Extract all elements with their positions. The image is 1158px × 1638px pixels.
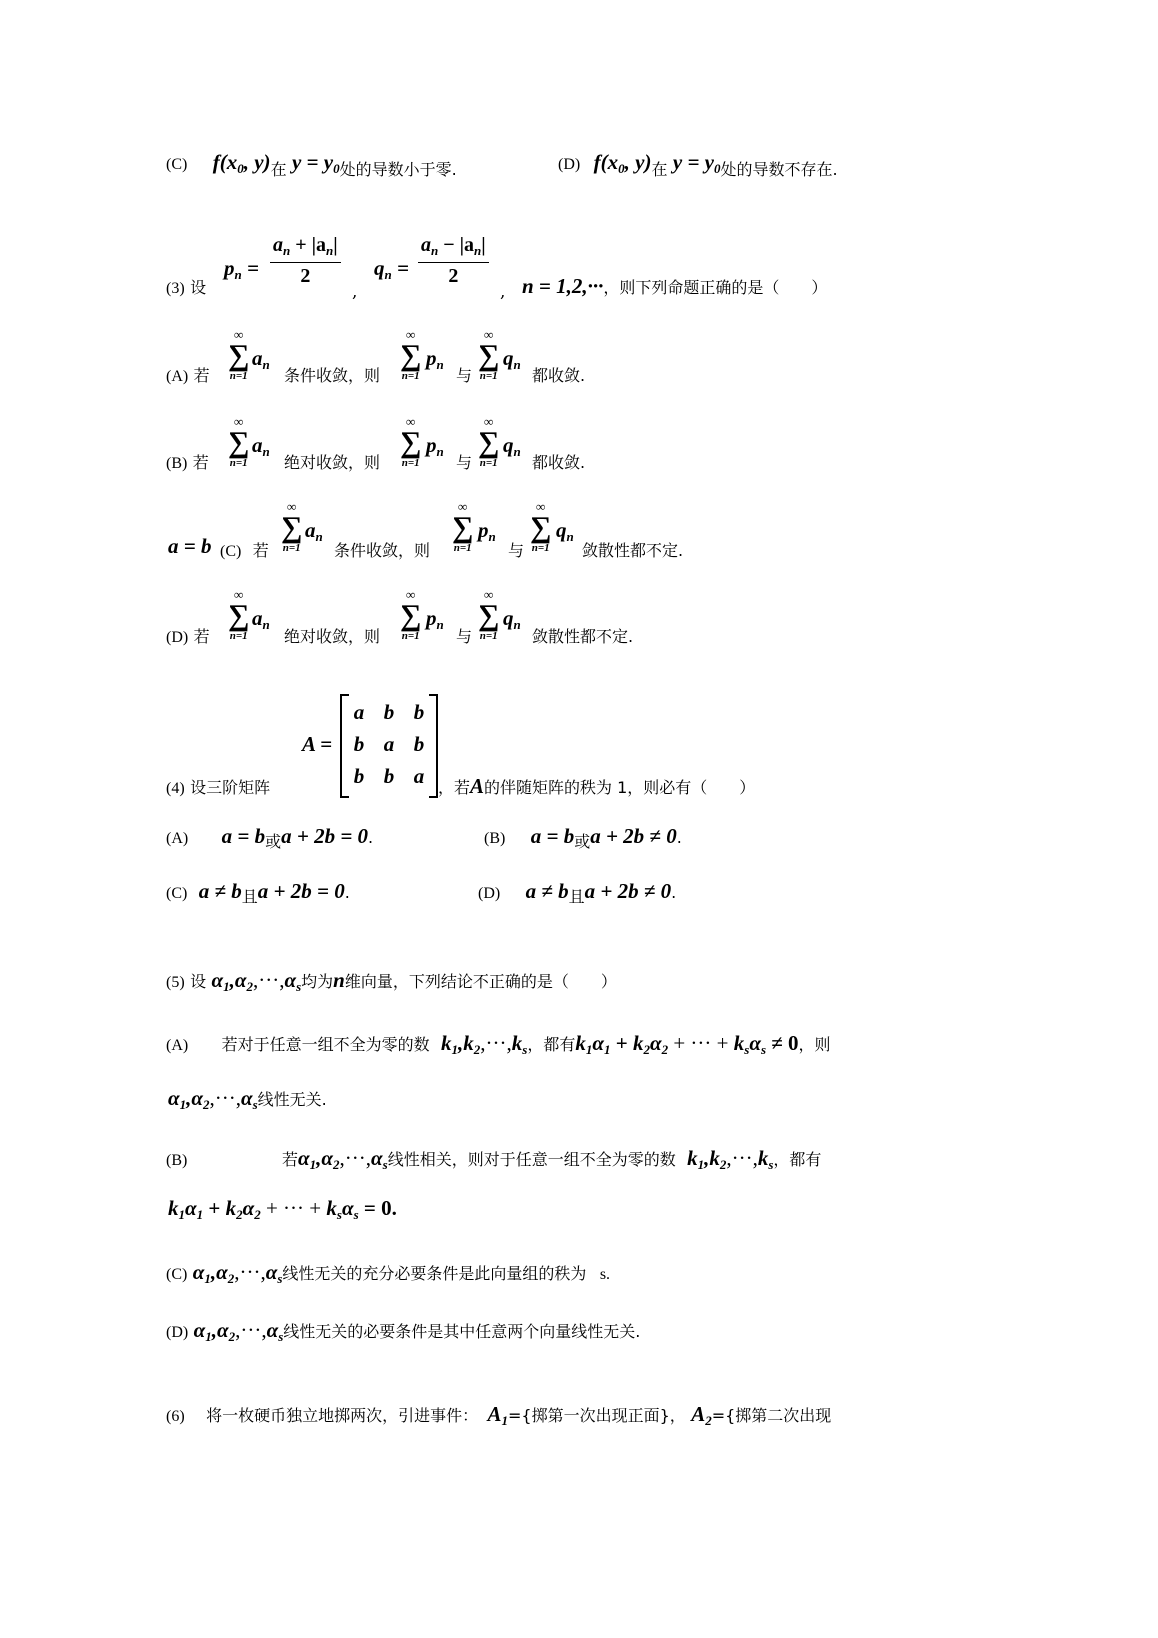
sum-an: ∞ ∑ n=1 [228,587,250,642]
q3-comma: , [352,282,358,302]
matrix-cell: b [413,732,425,756]
q4-option-b: (B) a = b或a + 2b ≠ 0. [484,824,682,851]
var-pn: $p_n$ [426,606,444,632]
q4-stem-2: ，若A的伴随矩阵的秩为 1，则必有（ ） [438,774,756,798]
matrix-cell: b [353,764,365,788]
var-an: $a_n$ [305,518,323,544]
var-qn: $q_n$ [503,346,521,372]
sum-pn: ∞ ∑ n=1 [452,499,474,554]
q3-comma: , [500,282,506,302]
q4-A-eq: A = [302,732,333,756]
q5-option-a: (A) 若对于任意一组不全为零的数 $k1,k2,\cdot\cdot\cdot,k_s$，都有k1α1 + k2α2 + ··· + $k_s\alpha_s \ne 0$，则 [166,1031,831,1057]
q3-n-range: n = 1,2,···，则下列命题正确的是（ ） [522,274,828,298]
matrix-cell: b [353,732,365,756]
q5-option-b-text: 若$\alpha 1,\alpha 2,\cdot\cdot\cdot,\alpha_s$线性相关，则对于任意一组不全为零的数 $k1,k2,\cdot\cdot\cdot,k_s$，都有 [282,1146,822,1172]
sum-qn: ∞ ∑ n=1 [478,327,500,382]
yu-text: 与 [456,627,473,646]
matrix-cell: a [413,764,425,788]
q3-q-lhs: $q_n$ = [374,256,409,282]
q5-stem: (5) 设 $\alpha 1,\alpha 2,\cdot\cdot\cdot,\alpha_s$均为n维向量，下列结论不正确的是（ ） [166,968,617,994]
sum-qn: ∞ ∑ n=1 [530,499,552,554]
matrix-cell: b [413,700,425,724]
q3-b-cond: 绝对收敛，则 [284,453,381,472]
q4-option-d: (D) a ≠ b且a + 2b ≠ 0. [478,879,677,906]
q5-option-b-cont: k1α1 + k2α2 + ··· + $k_s\alpha_s = 0$. [168,1196,397,1222]
q5-option-b: (B) [166,1152,188,1169]
q5-option-a-cont: $\alpha 1,\alpha 2,\cdot\cdot\cdot,\alpha_s$线性无关. [168,1086,327,1112]
math-f: f(x0, y) [593,150,652,176]
sum-an: ∞ ∑ n=1 [228,414,250,469]
q2-option-c: (C) f(x0, y)在 y = y0处的导数小于零. [166,150,457,179]
q3-d-cond: 绝对收敛，则 [284,627,381,646]
q3-option-c: (C) 若 [220,541,269,560]
q3-p-fraction: $a_n + |a_n|$ 2 [270,234,341,288]
q3-q-fraction: $a_n - |a_n|$ 2 [418,234,489,288]
var-an: $a_n$ [252,606,270,632]
var-qn: $q_n$ [556,518,574,544]
matrix-cell: a [383,732,395,756]
sum-pn: ∞ ∑ n=1 [400,414,422,469]
sum-an: ∞ ∑ n=1 [281,499,303,554]
var-pn: $p_n$ [478,518,496,544]
q4-option-a: (A) a = b或a + 2b = 0. [166,824,374,851]
q2-option-d: (D) f(x0, y)在 y = y0处的导数不存在. [558,150,838,179]
option-label: (C) [166,156,188,173]
var-pn: $p_n$ [426,433,444,459]
math-y: y = y0 [291,150,340,176]
sum-qn: ∞ ∑ n=1 [478,414,500,469]
var-pn: $p_n$ [426,346,444,372]
var-an: $a_n$ [252,346,270,372]
q3-option-a: (A) 若 [166,366,210,385]
q5-option-c: (C) $\alpha 1,\alpha 2,\cdot\cdot\cdot,\alpha_s$线性无关的充分必要条件是此向量组的秩为 s. [166,1260,611,1286]
q6-stem: (6) 将一枚硬币独立地掷两次，引进事件： A1={掷第一次出现正面}， A2={掷第二次出现 [166,1402,832,1428]
q3-d-concl: 敛散性都不定. [532,627,634,646]
q5-option-d: (D) $\alpha 1,\alpha 2,\cdot\cdot\cdot,\alpha_s$线性无关的必要条件是其中任意两个向量线性无关. [166,1318,641,1344]
q3-c-cond: 条件收敛，则 [334,541,431,560]
var-qn: $q_n$ [503,433,521,459]
yu-text: 与 [456,453,473,472]
sum-pn: ∞ ∑ n=1 [400,587,422,642]
var-an: $a_n$ [252,433,270,459]
option-label: (D) [558,156,581,173]
q3-option-b: (B) 若 [166,453,209,472]
math-f: f(x0, y) [212,150,271,176]
sum-qn: ∞ ∑ n=1 [478,587,500,642]
yu-text: 与 [508,541,525,560]
yu-text: 与 [456,366,473,385]
var-qn: $q_n$ [503,606,521,632]
matrix-cell: b [383,700,395,724]
q4-option-c: (C) a ≠ b且a + 2b = 0. [166,879,350,906]
q4-matrix [340,694,438,794]
q3-option-d: (D) 若 [166,627,210,646]
q3-a-cond: 条件收敛，则 [284,366,381,385]
matrix-cell: a [353,700,365,724]
q3-stem-label: (3) 设 [166,278,207,297]
q3-p-lhs: $p_n$ = [224,256,259,282]
q3-c-prefix: a = b [168,534,212,558]
math-y: y = y0 [672,150,721,176]
q3-b-concl: 都收敛. [532,453,586,472]
q3-c-concl: 敛散性都不定. [582,541,684,560]
matrix-cell: b [383,764,395,788]
sum-an: ∞ ∑ n=1 [228,327,250,382]
q4-stem: (4) 设三阶矩阵 [166,778,271,797]
sum-pn: ∞ ∑ n=1 [400,327,422,382]
q3-a-concl: 都收敛. [532,366,586,385]
